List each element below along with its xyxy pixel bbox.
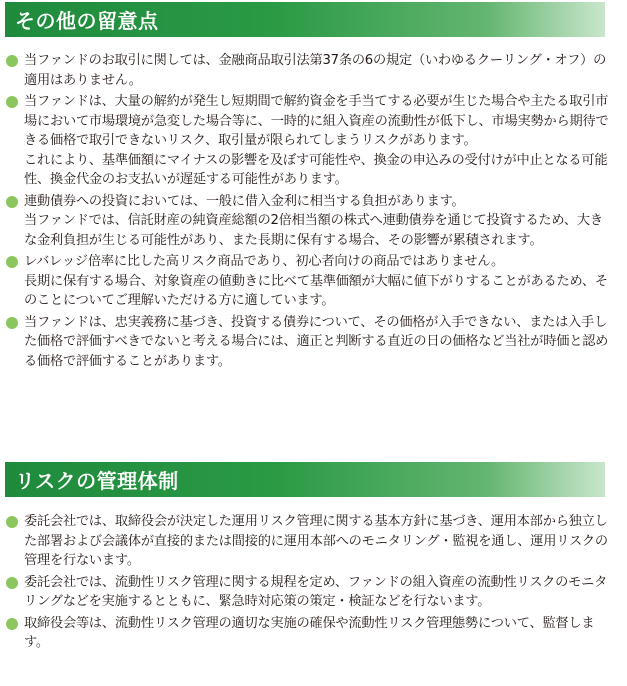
list-item: [6, 92, 611, 190]
item-text: 連動債券への投資においては、一般に借入金利に相当する負担があります。: [24, 193, 465, 209]
list-item: [6, 51, 611, 90]
item-text: 当ファンドのお取引に関しては、金融商品取引法第37条の6の規定（いわゆるクーリング・オフ）の適用はありません。: [24, 53, 607, 88]
risk-management-list: [6, 512, 611, 655]
section-header-other-notes: [5, 2, 605, 37]
list-item: [6, 313, 611, 372]
list-item: [6, 573, 611, 612]
item-text: レバレッジ倍率に比した高リスク商品であり、初心者向けの商品ではありません。: [24, 254, 505, 269]
item-text: これにより、基準価額にマイナスの影響を及ぼす可能性や、換金の申込みの受付けが中止となる可能性、換金代金のお支払いが遅延する可能性があります。: [24, 152, 608, 187]
item-text: 委託会社では、流動性リスク管理に関する規程を定め、ファンドの組入資産の流動性リスクのモニタリングなどを実施するとともに、緊急時対応策の策定・検証などを行ないます。: [24, 574, 608, 609]
list-item: [6, 614, 611, 653]
item-text: 当ファンドは、大量の解約が発生し短期間で解約資金を手当てする必要が生じた場合や主たる取引市場において市場環境が急変した場合等に、一時的に組入資産の流動性が低下し、市場実勢から期待できる価格で取引できないリスク、取引量が限られてしまうリスクがあります。: [24, 94, 609, 148]
bullet-dot-icon: [6, 618, 18, 630]
section-title: リスクの管理体制: [15, 469, 179, 493]
list-item: [6, 192, 611, 251]
section-header-risk-management: [5, 462, 605, 497]
item-text: 委託会社では、取締役会が決定した運用リスク管理に関する基本方針に基づき、運用本部から独立した部署および会議体が直接的または間接的に運用本部へのモニタリング・監視を通し、運用リスクの管理を行ないます。: [24, 514, 608, 568]
item-text: 当ファンドでは、信託財産の純資産総額の2倍相当額の株式へ連動債券を通じて投資するため、大きな金利負担が生じる可能性があり、また長期に保有する場合、その影響が累積されます。: [24, 213, 603, 248]
other-notes-list: [6, 51, 611, 373]
item-text: 取締役会等は、流動性リスク管理の適切な実施の確保や流動性リスク管理態勢について、監督します。: [24, 615, 595, 650]
bullet-dot-icon: [6, 256, 18, 268]
bullet-dot-icon: [6, 516, 18, 528]
bullet-dot-icon: [6, 196, 18, 208]
list-item: [6, 252, 611, 311]
bullet-dot-icon: [6, 577, 18, 589]
list-item: [6, 512, 611, 571]
item-text: 長期に保有する場合、対象資産の値動きに比べて基準価額が大幅に値下がりすることがあるため、そのことについてご理解いただける方に適しています。: [24, 273, 608, 308]
section-title: その他の留意点: [15, 9, 159, 33]
item-text: 当ファンドは、忠実義務に基づき、投資する債券について、その価格が入手できない、または入手した価格で評価すべきでないと考える場合には、適正と判断する直近の日の価格など当社が時価と認める価格で評価することがあります。: [24, 314, 609, 369]
bullet-dot-icon: [6, 55, 18, 67]
bullet-dot-icon: [6, 96, 18, 108]
bullet-dot-icon: [6, 317, 18, 329]
